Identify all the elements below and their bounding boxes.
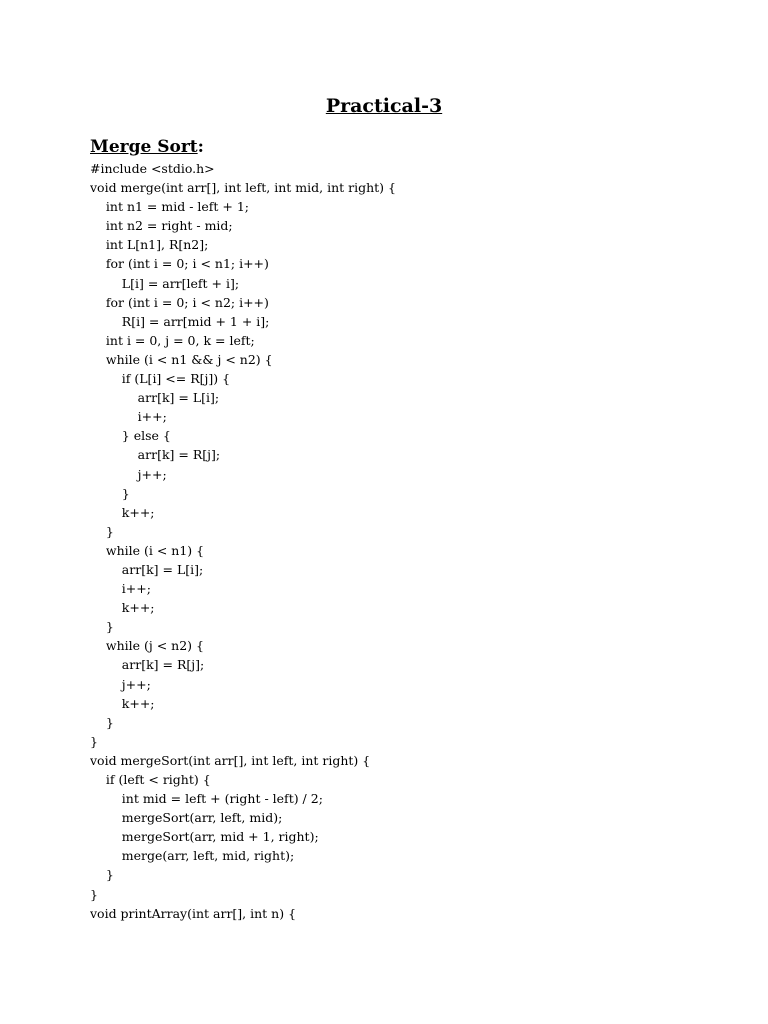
code-line: mergeSort(arr, mid + 1, right); [90,829,319,845]
code-line: while (i < n1 && j < n2) { [90,351,273,367]
code-line: #include <stdio.h> [90,161,215,176]
section-heading [90,136,204,158]
code-line: } [90,733,98,749]
code-line: } [90,523,114,539]
code-line: void merge(int arr[], int left, int mid, int right) { [90,180,396,196]
code-line: void mergeSort(int arr[], int left, int right) { [90,752,371,768]
code-line: } [90,485,130,501]
code-line: k++; [90,600,155,616]
code-line: } [90,886,98,902]
code-line: for (int i = 0; i < n2; i++) [90,294,269,310]
code-line: } [90,714,114,730]
code-line: } [90,619,114,635]
code-line: void printArray(int arr[], int n) { [90,905,297,921]
code-line: k++; [90,695,155,711]
code-line: if (L[i] <= R[j]) { [90,371,231,387]
code-line: k++; [90,504,155,520]
code-line: mergeSort(arr, left, mid); [90,810,283,826]
code-line: arr[k] = L[i]; [90,561,204,577]
code-line: int L[n1], R[n2]; [90,237,209,253]
code-line: if (left < right) { [90,772,211,787]
code-block [90,159,730,923]
code-line: merge(arr, left, mid, right); [90,848,295,864]
code-line: arr[k] = R[j]; [90,657,205,673]
code-line: R[i] = arr[mid + 1 + i]; [90,313,270,329]
code-line: i++; [90,581,151,597]
code-line: int i = 0, j = 0, k = left; [90,332,255,348]
page-title: Practical-3 [325,95,443,117]
code-line: for (int i = 0; i < n1; i++) [90,256,269,272]
code-line: int n2 = right - mid; [90,218,233,234]
code-line: while (j < n2) { [90,638,204,654]
section-heading-colon: : [197,137,204,157]
code-line: j++; [90,676,151,692]
code-line: int mid = left + (right - left) / 2; [90,791,323,807]
section-heading-text: Merge Sort [90,137,198,157]
code-line: int n1 = mid - left + 1; [90,199,250,215]
code-line: j++; [90,466,167,482]
code-line: L[i] = arr[left + i]; [90,275,240,291]
code-line: } [90,867,114,883]
code-line: arr[k] = L[i]; [90,390,220,406]
code-line: i++; [90,409,167,425]
code-line: while (i < n1) { [90,542,205,558]
code-line: arr[k] = R[j]; [90,447,221,463]
code-line: } else { [90,428,171,444]
